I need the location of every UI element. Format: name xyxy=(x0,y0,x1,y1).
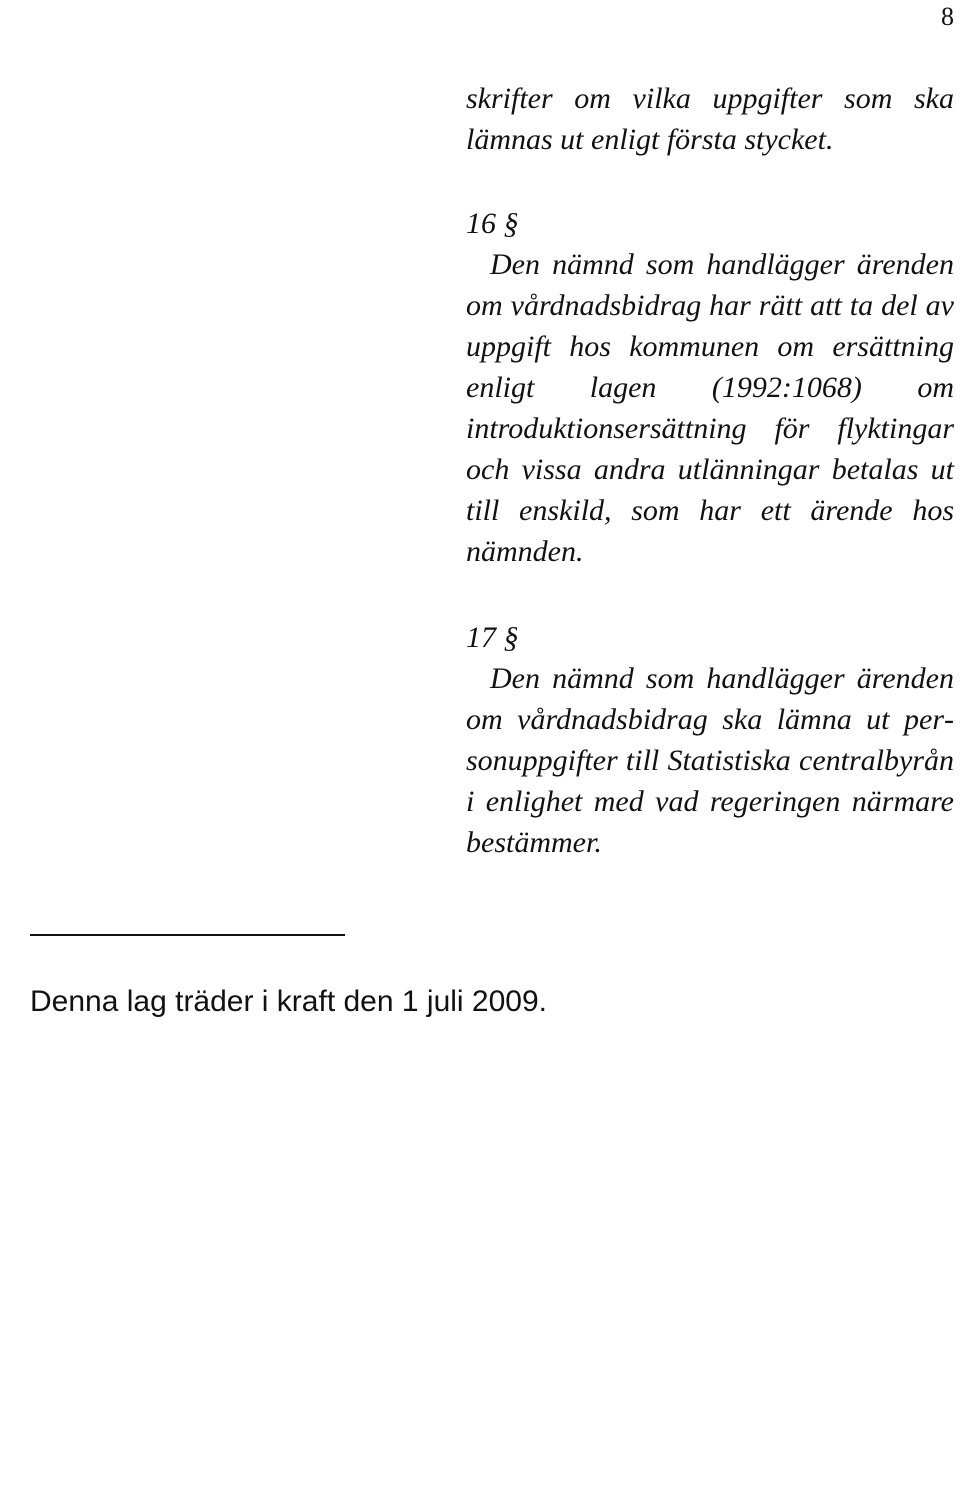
section-17-heading: 17 § xyxy=(466,621,519,654)
section-16-text: Den nämnd som handlägger ärenden om vårdnadsbidrag har rätt att ta del av uppgift hos kommunen om ersättning enligt lagen (1992:1068) om introduktionsersättning för flyktingar och vissa andra utlänningar betalas ut till enskild, som har ett ärende hos nämnden. xyxy=(466,248,954,568)
page-number: 8 xyxy=(941,2,954,31)
intro-text: skrifter om vilka uppgifter som ska lämnas ut enligt första stycket. xyxy=(466,82,954,156)
section-17-text: Den nämnd som handlägger ärenden om vårdnadsbidrag ska lämna ut personuppgifter till Statistiska centralbyrån i enlighet med vad regeringen närmare bestämmer. xyxy=(466,662,954,859)
intro-block xyxy=(466,78,954,160)
section-16-heading: 16 § xyxy=(466,207,519,240)
section-16 xyxy=(466,203,954,572)
effective-date-statement: Denna lag träder i kraft den 1 juli 2009. xyxy=(30,985,547,1018)
section-17 xyxy=(466,617,954,863)
footnote-divider xyxy=(30,934,345,936)
